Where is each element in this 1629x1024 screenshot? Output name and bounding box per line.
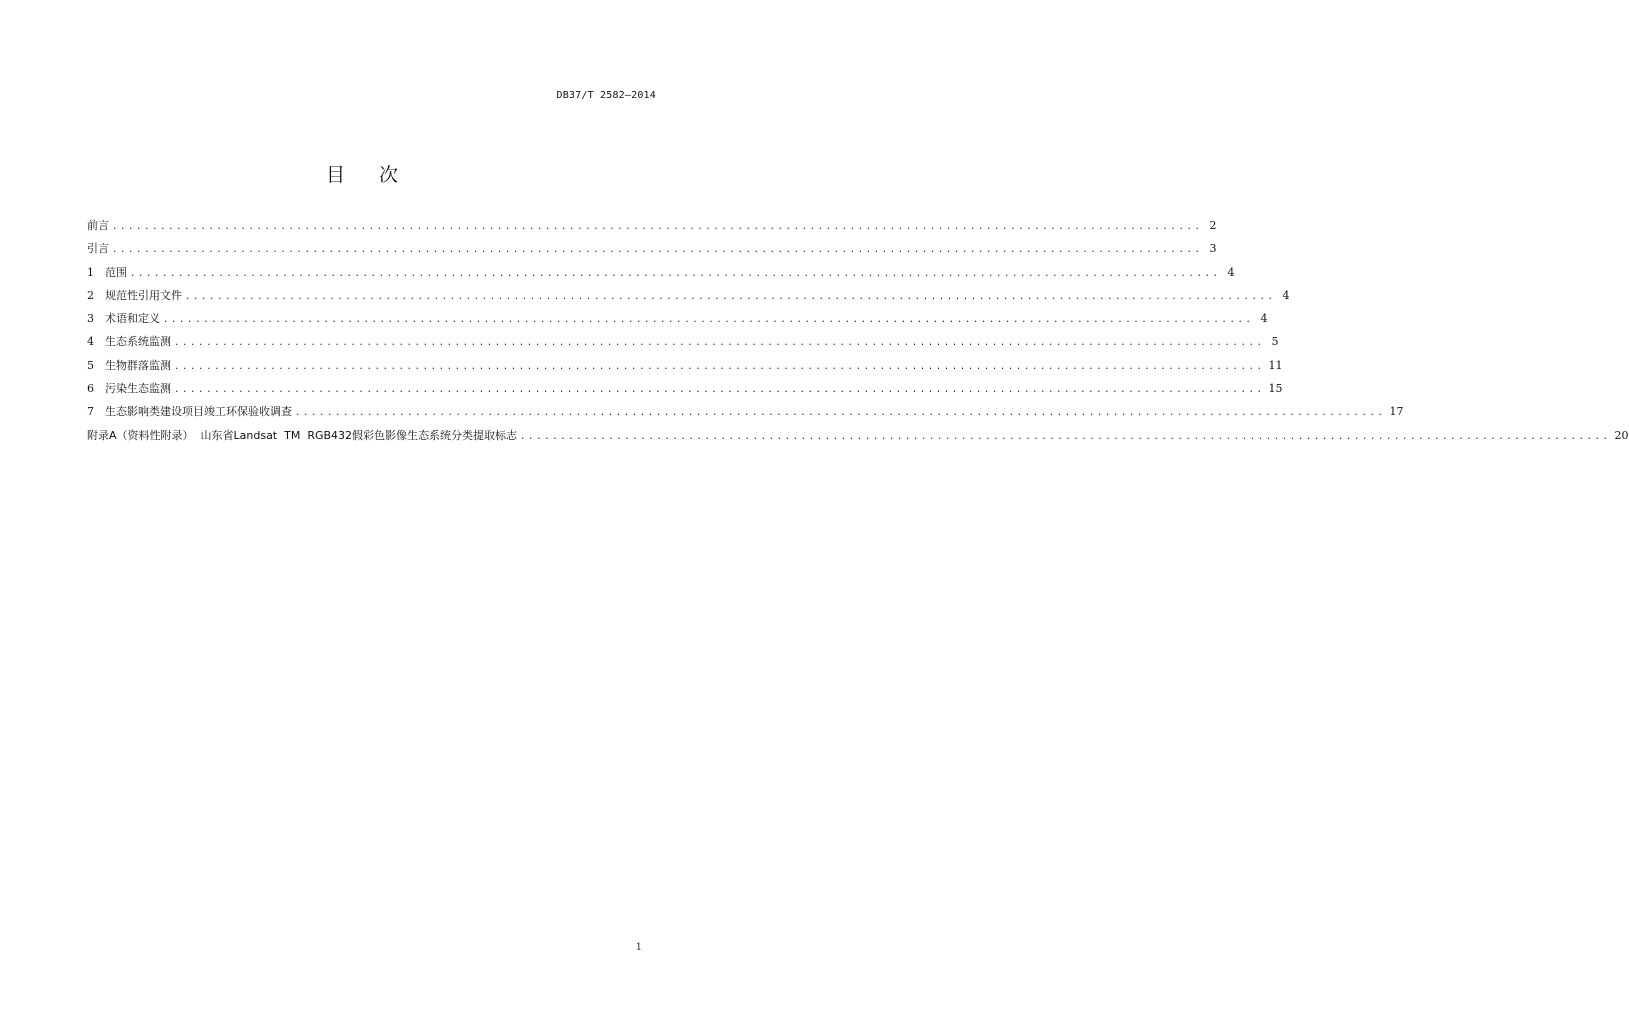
toc-dot-leader: ........................................................................................................................................ [174,338,1265,349]
toc-entry-number: 6 [87,382,94,396]
toc-entry-number: 2 [87,288,94,302]
toc-entry-number: 5 [87,358,94,372]
toc-dot-leader: ........................................................................................................................................ [130,268,1221,279]
toc-dot-leader: ........................................................................................................................................ [295,408,1386,419]
toc-entry-label: 规范性引用文件 [105,288,182,302]
toc-dot-leader: ........................................................................................................................................ [185,291,1276,302]
toc-entry-page: 5 [1271,335,1279,349]
toc-entry-number: 4 [87,335,94,349]
toc-entry-number: 1 [87,265,94,279]
toc-entry-label: 前言 [87,219,109,232]
toc-entry-page: 15 [1268,382,1283,396]
toc-entry-page: 4 [1282,288,1290,302]
toc-entry-label: 范围 [105,265,127,279]
toc-entry[interactable] [87,218,1217,241]
toc-dot-leader: ........................................................................................................................................ [174,385,1265,396]
page-number: 1 [635,942,642,953]
toc-entry[interactable] [87,404,1404,427]
toc-entry-page: 11 [1268,358,1283,372]
toc-entry-label: 术语和定义 [105,312,160,326]
standard-code: DB37/T 2582—2014 [556,90,656,101]
toc-entry-page: 2 [1209,219,1217,232]
toc-dot-leader: ........................................................................................................................................ [163,315,1254,326]
toc-entry-label: 生物群落监测 [105,358,171,372]
toc-entry[interactable] [87,288,1290,311]
toc-entry-label: 污染生态监测 [105,382,171,396]
toc-entry-page: 3 [1209,242,1217,256]
toc-entry[interactable] [87,428,1629,451]
toc-entry[interactable] [87,265,1235,288]
toc-entry[interactable] [87,334,1279,357]
toc-dot-leader: ........................................................................................................................................ [112,245,1203,256]
toc-entry[interactable] [87,381,1283,404]
toc-entry-page: 17 [1389,405,1404,419]
toc-entry-page: 4 [1260,312,1268,326]
toc-entry-page: 4 [1227,265,1235,279]
toc-entry-number: 3 [87,312,94,326]
toc-entry[interactable] [87,311,1268,334]
table-of-contents [87,218,1629,451]
toc-dot-leader: ........................................................................................................................................ [112,222,1203,232]
toc-entry[interactable] [87,241,1217,264]
toc-entry-label: 附录A（资料性附录） 山东省Landsat TM RGB432假彩色影像生态系统分类提取标志 [87,428,518,442]
toc-entry-label: 生态系统监测 [105,335,171,349]
toc-entry-number: 7 [87,405,94,419]
toc-entry[interactable] [87,358,1283,381]
toc-entry-page: 20 [1614,428,1629,442]
toc-entry-label: 生态影响类建设项目竣工环保验收调查 [105,405,292,419]
toc-title: 目 次 [325,164,413,186]
toc-dot-leader: ........................................................................................................................................ [174,361,1265,372]
toc-entry-label: 引言 [87,242,109,256]
toc-dot-leader: ........................................................................................................................................ [520,431,1611,442]
